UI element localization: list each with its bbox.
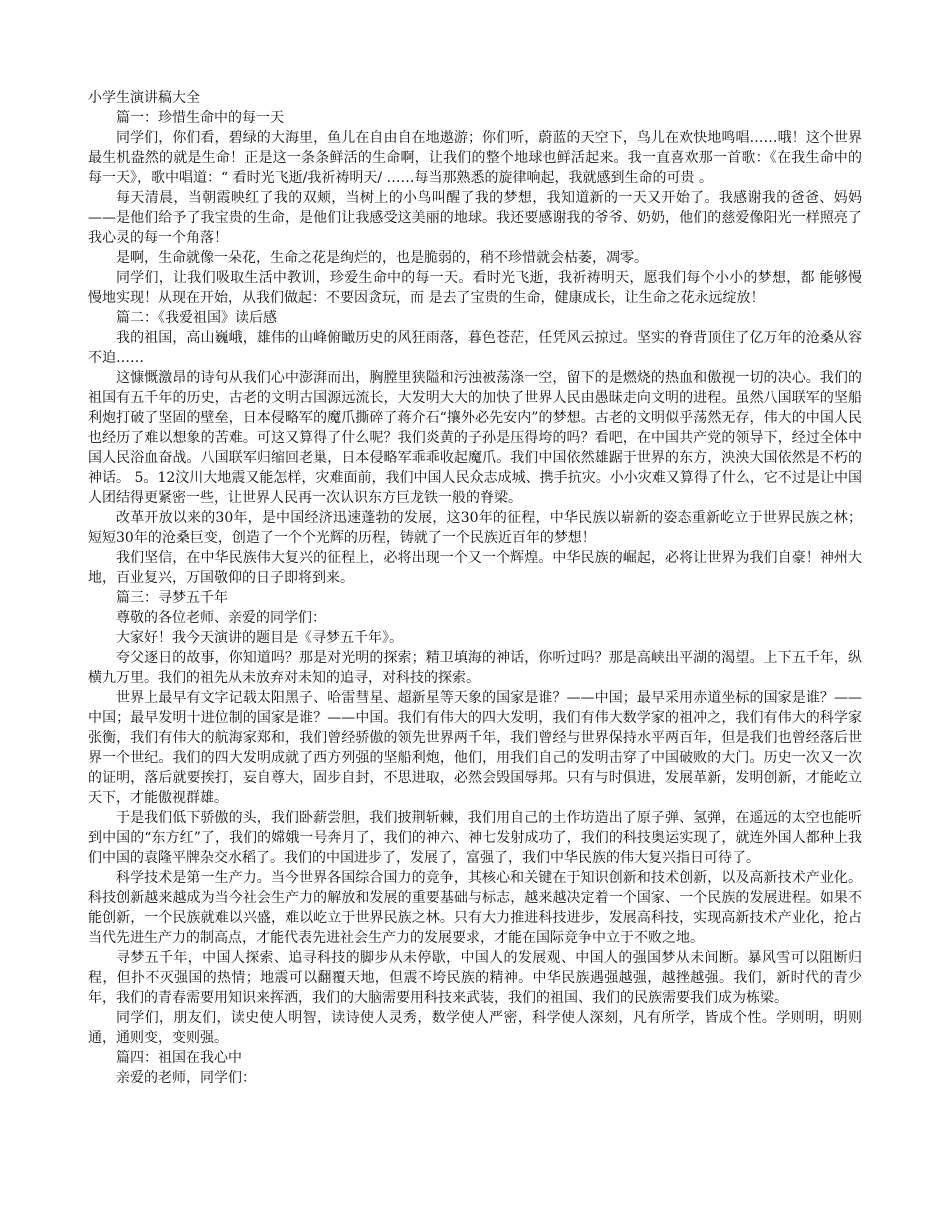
paragraph: 我们坚信，在中华民族伟大复兴的征程上，必将出现一个又一个辉煌。中华民族的崛起，必将让世界为我们自豪！神州大地，百业复兴，万国敬仰的日子即将到来。: [88, 550, 862, 586]
document-body: [88, 108, 862, 1088]
document-page: [88, 88, 862, 1088]
section-heading: 篇三：寻梦五千年: [116, 590, 228, 606]
paragraph: 改革开放以来的30年，是中国经济迅速蓬勃的发展，这30年的征程，中华民族以崭新的姿态重新屹立于世界民族之林；短短30年的沧桑巨变，创造了一个个光辉的历程，铸就了一个民族近百年的梦想！: [88, 510, 862, 546]
paragraph: 大家好！我今天演讲的题目是《寻梦五千年》。: [116, 630, 403, 646]
section-heading: 篇一：珍惜生命中的每一天: [116, 110, 284, 126]
paragraph: 同学们，朋友们，读史使人明智，读诗使人灵秀，数学使人严密，科学使人深刻，凡有所学，皆成个性。学则明，明则通，通则变，变则强。: [88, 1010, 862, 1046]
document-title: 小学生演讲稿大全: [88, 90, 200, 106]
paragraph: 夸父逐日的故事，你知道吗？那是对光明的探索；精卫填海的神话，你听过吗？那是高峡出平湖的渴望。上下五千年，纵横九万里。我们的祖先从未放弃对未知的追寻，对科技的探索。: [88, 650, 862, 686]
paragraph: 于是我们低下骄傲的头，我们卧薪尝胆，我们披荆斩棘，我们用自己的土作坊造出了原子弹、氢弹，在遥远的太空也能听到中国的“东方红”了，我们的嫦娥一号奔月了，我们的神六、神七发射成功了，我们的科技奥运实现了，就连外国人都种上我们中国的袁隆平牌杂交水稻了。我们的中国进步了，发展了，富强了，我们中华民族的伟大复兴指日可待了。: [88, 810, 862, 866]
paragraph: 尊敬的各位老师、亲爱的同学们：: [116, 610, 326, 626]
paragraph: 是啊，生命就像一朵花，生命之花是绚烂的，也是脆弱的，稍不珍惜就会枯萎，凋零。: [116, 250, 648, 266]
paragraph: 同学们，让我们吸取生活中教训，珍爱生命中的每一天。看时光飞逝，我祈祷明天，愿我们每个小小的梦想，都 能够慢慢地实现！从现在开始，从我们做起：不要因贪玩，而 是去了宝贵的生命，健康成长，让生命之花永远绽放！: [88, 270, 862, 306]
paragraph: 科学技术是第一生产力。当今世界各国综合国力的竞争，其核心和关键在于知识创新和技术创新，以及高新技术产业化。科技创新越来越成为当今社会生产力的解放和发展的重要基础与标志，越来越决定着一个国家、一个民族的发展进程。如果不能创新，一个民族就难以兴盛，难以屹立于世界民族之林。只有大力推进科技进步，发展高科技，实现高新技术产业化，抢占当代先进生产力的制高点，才能代表先进社会生产力的发展要求，才能在国际竞争中立于不败之地。: [88, 870, 862, 946]
paragraph: 寻梦五千年，中国人探索、追寻科技的脚步从未停歇，中国人的发展观、中国人的强国梦从未间断。暴风雪可以阻断归程，但扑不灭强国的热情；地震可以翻覆天地，但震不垮民族的精神。中华民族遇强越强，越挫越强。我们，新时代的青少年，我们的青春需要用知识来挥洒，我们的大脑需要用科技来武装，我们的祖国、我们的民族需要我们成为栋梁。: [88, 950, 862, 1006]
paragraph: 每天清晨，当朝霞映红了我的双颊，当树上的小鸟叫醒了我的梦想，我知道新的一天又开始了。我感谢我的爸爸、妈妈——是他们给予了我宝贵的生命，是他们让我感受这美丽的地球。我还要感谢我的爷爷、奶奶，他们的慈爱像阳光一样照亮了我心灵的每一个角落！: [88, 190, 862, 246]
paragraph: 同学们，你们看，碧绿的大海里，鱼儿在自由自在地遨游；你们听，蔚蓝的天空下，鸟儿在欢快地鸣唱……哦！这个世界最生机盎然的就是生命！正是这一条条鲜活的生命啊，让我们的整个地球也鲜活起来。我一直喜欢那一首歌：《在我生命中的每一天》，歌中唱道：“ 看时光飞逝/我祈祷明天/ ……每当那熟悉的旋律响起，我就感到生命的可贵 。: [88, 130, 862, 186]
paragraph: 世界上最早有文字记载太阳黑子、哈雷彗星、超新星等天象的国家是谁？——中国；最早采用赤道坐标的国家是谁？——中国；最早发明十进位制的国家是谁？——中国。我们有伟大的四大发明，我们有伟大数学家的祖冲之，我们有伟大的科学家张衡，我们有伟大的航海家郑和，我们曾经骄傲的领先世界两千年，我们曾经与世界保持水平两百年，但是我们也曾经落后世界一个世纪。我们的四大发明成就了西方列强的坚船利炮，他们，用我们自己的发明击穿了中国破败的大门。历史一次又一次的证明，落后就要挨打，妄自尊大，固步自封，不思进取，必然会毁国辱邦。只有与时俱进，发展革新，发明创新，才能屹立天下，才能傲视群雄。: [88, 690, 862, 806]
paragraph: 这慷慨激昂的诗句从我们心中澎湃而出，胸膛里狭隘和污浊被荡涤一空，留下的是燃烧的热血和傲视一切的决心。我们的祖国有五千年的历史，古老的文明古国源远流长，大发明大大的加快了世界人民由愚昧走向文明的进程。虽然八国联军的坚船利炮打破了坚固的壁垒，日本侵略军的魔爪撕碎了蒋介石“攘外必先安内”的梦想。古老的文明似乎荡然无存，伟大的中国人民也经历了难以想象的苦难。可这又算得了什么呢？我们炎黄的子孙是压得垮的吗？看吧，在中国共产党的领导下，经过全体中国人民浴血奋战。八国联军归缩回老巢，日本侵略军乖乖收起魔爪。我们中国依然雄踞于世界的东方，泱泱大国依然是不朽的神话。 5。12汶川大地震又能怎样，灾难面前，我们中国人民众志成城、携手抗灾。小小灾难又算得了什么，它不过是让中国人团结得更紧密一些，让世界人民再一次认识东方巨龙铁一般的脊梁。: [88, 370, 862, 506]
section-heading: 篇二：《我爱祖国》读后感: [116, 310, 277, 326]
section-heading: 篇四：祖国在我心中: [116, 1050, 242, 1066]
paragraph: 亲爱的老师，同学们：: [116, 1070, 256, 1086]
paragraph: 我的祖国，高山巍峨，雄伟的山峰俯瞰历史的风狂雨落，暮色苍茫，任凭风云掠过。坚实的脊背顶住了亿万年的沧桑从容不迫……: [88, 330, 862, 366]
